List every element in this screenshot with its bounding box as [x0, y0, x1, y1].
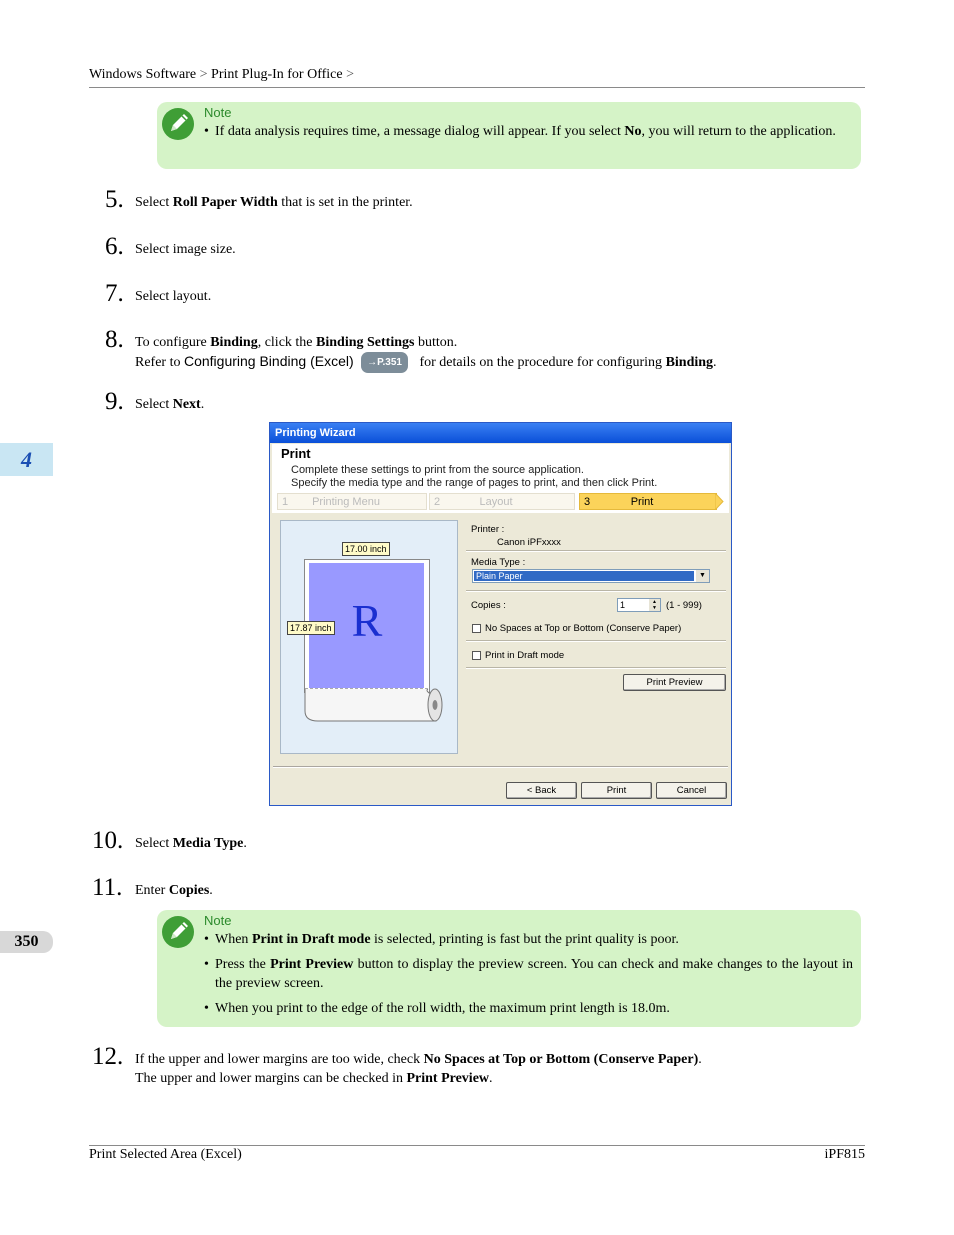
wizard-step-printing-menu: 1 Printing Menu	[277, 493, 427, 510]
copies-label: Copies :	[471, 600, 506, 611]
step-number: 9.	[105, 388, 124, 415]
note-box	[157, 910, 861, 1027]
media-type-value: Plain Paper	[474, 571, 694, 581]
chevron-down-icon[interactable]: ▼	[696, 570, 709, 582]
divider	[466, 640, 726, 642]
spin-arrows-icon[interactable]: ▲ ▼	[649, 599, 660, 611]
cancel-button[interactable]: Cancel	[656, 782, 727, 799]
wizard-step-layout: 2 Layout	[429, 493, 575, 510]
step-number: 5.	[105, 186, 124, 213]
dialog-description: Complete these settings to print from the source application. Specify the media type and the range of pages to print, and then click Print.	[291, 464, 658, 489]
step-text: Select image size.	[135, 242, 236, 257]
step-text: Select Roll Paper Width that is set in the printer.	[135, 195, 413, 210]
copies-value: 1	[620, 600, 626, 610]
dialog-header	[272, 444, 729, 513]
note-title: Note	[204, 913, 232, 928]
breadcrumb-item-windows-software[interactable]: Windows Software	[89, 67, 197, 82]
divider	[466, 667, 726, 669]
print-button[interactable]: Print	[581, 782, 652, 799]
width-label: 17.00 inch	[342, 542, 390, 556]
note-box	[157, 102, 861, 169]
step-number: 10.	[92, 827, 124, 854]
step-number: 8.	[105, 326, 124, 353]
step-text: Enter Copies.	[135, 883, 213, 898]
breadcrumb-item-print-plugin[interactable]: Print Plug-In for Office	[211, 67, 343, 82]
printer-label: Printer :	[471, 524, 505, 535]
reference-link[interactable]: Configuring Binding (Excel)	[183, 353, 354, 369]
breadcrumb-separator: >	[346, 67, 355, 82]
roll-paper-icon	[304, 687, 446, 727]
printer-value: Canon iPFxxxx	[497, 537, 561, 548]
step-text: Select layout.	[135, 289, 212, 304]
layout-preview	[280, 520, 458, 754]
pencil-icon	[162, 108, 194, 140]
dialog-heading: Print	[281, 446, 311, 461]
media-type-select[interactable]	[472, 569, 710, 583]
back-button[interactable]: < Back	[506, 782, 577, 799]
step-text: Select Media Type.	[135, 836, 247, 851]
pencil-icon	[162, 916, 194, 948]
printing-wizard-dialog	[269, 422, 732, 806]
dialog-titlebar: Printing Wizard	[270, 423, 731, 443]
step-number: 7.	[105, 280, 124, 307]
draft-mode-checkbox[interactable]	[472, 651, 481, 660]
wizard-step-print: 3 Print	[579, 493, 717, 510]
media-type-label: Media Type :	[471, 557, 526, 568]
no-spaces-checkbox[interactable]	[472, 624, 481, 633]
preview-letter: R	[351, 595, 383, 646]
height-label: 17.87 inch	[287, 621, 335, 635]
footer-model-name: iPF815	[824, 1147, 865, 1162]
footer-rule	[89, 1145, 865, 1146]
note-title: Note	[204, 105, 232, 120]
copies-stepper[interactable]	[617, 598, 661, 612]
step-text: To configure Binding, click the Binding Settings button. Refer to Configuring Binding (Excel) →P.351 for details on the procedure for configuring Binding.	[135, 333, 717, 373]
footer-section-title: Print Selected Area (Excel)	[89, 1147, 242, 1162]
breadcrumb	[89, 67, 354, 83]
page-number: 350	[0, 931, 53, 953]
divider	[466, 550, 726, 552]
step-arrow-icon	[715, 493, 725, 510]
note-item: • If data analysis requires time, a message dialog will appear. If you select No, you will return to the application.	[204, 122, 853, 141]
step-text: If the upper and lower margins are too wide, check No Spaces at Top or Bottom (Conserve Paper). The upper and lower margins can be checked in Print Preview.	[135, 1052, 702, 1086]
note-item: • Press the Print Preview button to display the preview screen. You can check and make changes to the layout in the preview screen.	[204, 955, 853, 993]
header-rule	[89, 87, 865, 88]
copies-range: (1 - 999)	[666, 600, 702, 611]
breadcrumb-separator: >	[199, 67, 208, 82]
no-spaces-label: No Spaces at Top or Bottom (Conserve Paper)	[485, 623, 682, 634]
step-number: 11.	[92, 874, 123, 901]
chapter-tab[interactable]: 4	[0, 443, 53, 476]
step-number: 6.	[105, 233, 124, 260]
divider	[466, 590, 726, 592]
draft-mode-label: Print in Draft mode	[485, 650, 565, 661]
button-bar-divider	[273, 766, 728, 768]
note-item: • When Print in Draft mode is selected, printing is fast but the print quality is poor.	[204, 930, 853, 949]
page-reference-badge[interactable]: →P.351	[361, 352, 408, 373]
print-preview-button[interactable]: Print Preview	[623, 674, 726, 691]
step-text: Select Next.	[135, 397, 205, 412]
note-item: • When you print to the edge of the roll width, the maximum print length is 18.0m.	[204, 999, 853, 1018]
step-number: 12.	[92, 1043, 124, 1070]
